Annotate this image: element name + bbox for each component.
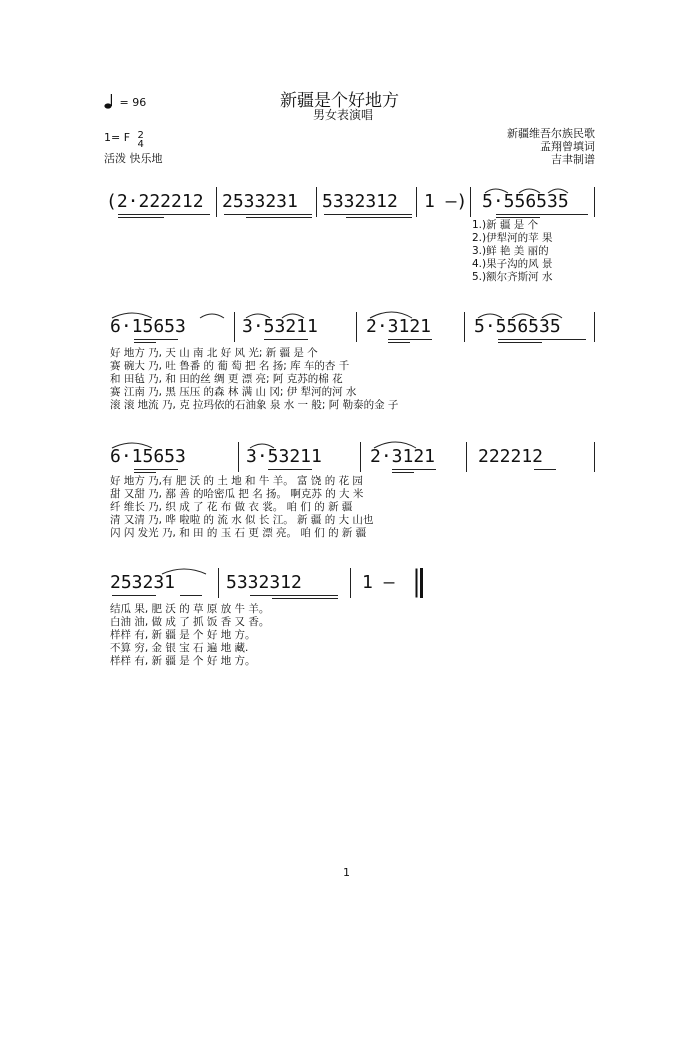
expression-mark: 活泼 快乐地: [104, 152, 163, 165]
measure: 5332312: [322, 191, 398, 212]
measure: 1 –: [362, 572, 395, 593]
measure: 2·3121: [370, 446, 436, 467]
lyric-verse-3: 样样 有, 新 疆 是 个 好 地 方。: [110, 629, 256, 641]
measure: 2·3121: [366, 316, 432, 337]
measure: 2533231: [222, 191, 298, 212]
lyric-verse-2: 2.)伊犁河的苹 果: [472, 232, 553, 244]
measure: 253231: [110, 572, 176, 593]
lyric-verse-1: 1.)新 疆 是 个: [472, 219, 539, 231]
quarter-note-icon: [104, 94, 116, 110]
lyric-verse-4: 赛 江南 乃, 黑 压压 的森 林 满 山 冈; 伊 犁河的河 水: [110, 386, 357, 398]
measure: 6·15653: [110, 446, 186, 467]
lyric-verse-4: 4.)果子沟的风 景: [472, 258, 553, 270]
slur-marks: [0, 566, 695, 606]
lyric-verse-4: 清 又清 乃, 哗 啦啦 的 流 水 似 长 江。 新 疆 的 大 山也: [110, 514, 374, 526]
tempo-mark: [104, 94, 146, 110]
lyric-verse-5: 滚 滚 地流 乃, 克 拉玛依的石油象 泉 水 一 般; 阿 勒泰的金 子: [110, 399, 399, 411]
credit-lyricist: 孟翔曾填词: [540, 140, 595, 153]
lyric-verse-2: 白油 油, 做 成 了 抓 饭 香 又 香。: [110, 616, 270, 628]
key-signature: [104, 131, 144, 149]
lyric-verse-1: 好 地方 乃, 天 山 南 北 好 风 光; 新 疆 是 个: [110, 347, 318, 359]
measure: 3·53211: [242, 316, 318, 337]
credit-composer: 新疆维吾尔族民歌: [507, 127, 595, 140]
lyric-verse-3: 纤 维长 乃, 织 成 了 花 布 做 衣 裳。 咱 们 的 新 疆: [110, 501, 353, 513]
lyric-verse-5: 5.)额尔齐斯河 水: [472, 271, 553, 283]
lyric-verse-3: 和 田毡 乃, 和 田的丝 绸 更 漂 亮; 阿 克苏的棉 花: [110, 373, 343, 385]
measure: 5·556535: [482, 191, 569, 212]
key-label: 1= F: [104, 131, 131, 144]
measure: 5332312: [226, 572, 302, 593]
time-top: 2: [137, 130, 144, 141]
measure: 222212: [478, 446, 544, 467]
measure: 3·53211: [246, 446, 322, 467]
lyric-verse-4: 不算 穷, 金 银 宝 石 遍 地 藏.: [110, 642, 249, 654]
lyric-verse-2: 赛 碗大 乃, 吐 鲁番 的 葡 萄 把 名 扬; 库 车的杏 千: [110, 360, 350, 372]
lyric-verse-1: 好 地方 乃,有 肥 沃 的 土 地 和 牛 羊。 富 饶 的 花 园: [110, 475, 363, 487]
slur-marks: [0, 310, 695, 350]
measure: 1 –): [424, 191, 468, 212]
lyric-verse-5: 闪 闪 发光 乃, 和 田 的 玉 石 更 漂 亮。 咱 们 的 新 疆: [110, 527, 367, 539]
lyric-verse-5: 样样 有, 新 疆 是 个 好 地 方。: [110, 655, 256, 667]
time-bottom: 4: [137, 139, 144, 150]
page-number: 1: [343, 866, 350, 879]
song-title: 新疆是个好地方: [280, 91, 399, 111]
lyric-verse-1: 结瓜 果, 肥 沃 的 草 原 放 牛 羊。: [110, 603, 270, 615]
measure: (2·222212: [106, 191, 204, 212]
tempo-value: = 96: [119, 96, 147, 109]
time-signature: [138, 131, 144, 149]
lyric-verse-2: 甜 又甜 乃, 鄯 善 的哈密瓜 把 名 扬。 啊克苏 的 大 米: [110, 488, 364, 500]
credit-arranger: 吉聿制谱: [551, 153, 595, 166]
measure: 5·556535: [474, 316, 561, 337]
measure: 6·15653: [110, 316, 186, 337]
slur-marks: [0, 185, 695, 225]
lyric-verse-3: 3.)鲜 艳 美 丽的: [472, 245, 549, 257]
song-subtitle: 男女表演唱: [313, 108, 374, 122]
